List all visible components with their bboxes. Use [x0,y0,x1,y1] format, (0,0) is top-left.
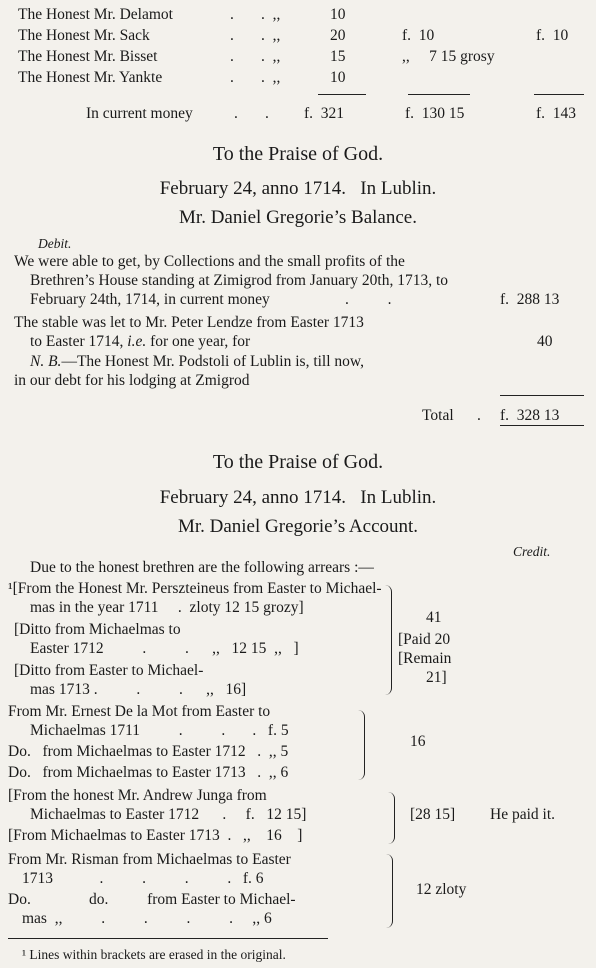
right-value-41: 41 [426,609,442,626]
sum-rule [534,94,584,95]
entry-line: mas 1713 . . . ,, 16] [30,681,247,698]
top-total-b: f. 130 15 [405,105,465,122]
right-value-21: 21] [426,669,447,686]
entry-line: Do. from Michaelmas to Easter 1712 . ,, 5 [8,743,289,760]
section-title: Mr. Daniel Gregorie’s Balance. [179,207,417,228]
amount: f. 288 13 [500,291,560,308]
entry-line: ¹[From the Honest Mr. Perszteineus from Easter to Michael- [8,580,382,597]
entry-line: mas in the year 1711 . zloty 12 15 grozy] [30,599,304,616]
text-line: We were able to get, by Collections and the small profits of the [14,253,405,270]
entry-line: From Mr. Risman from Michaelmas to Easter [8,851,291,868]
top-total-c: f. 143 [536,105,577,122]
right-value-paid-it: He paid it. [490,806,555,823]
right-value-2815: [28 15] [410,806,456,823]
section-date: February 24, anno 1714. In Lublin. [159,178,437,199]
nb-line: N. B.—The Honest Mr. Podstoli of Lublin is, till now, [30,353,364,370]
sum-rule [500,425,584,426]
total-amount: f. 328 13 [500,407,560,424]
sum-rule [500,395,584,396]
entry-line: From Mr. Ernest De la Mot from Easter to [8,703,271,720]
list-item-name: The Honest Mr. Delamot [18,6,173,23]
credit-label: Credit. [513,544,551,559]
entry-line: Easter 1712 . . ,, 12 15 ,, ] [30,640,299,657]
list-item-name: The Honest Mr. Sack [18,27,150,44]
list-item-name: The Honest Mr. Bisset [18,48,158,65]
list-item-amount: 10 [330,6,346,23]
entry-line: [Ditto from Easter to Michael- [14,662,204,679]
brace [385,585,392,695]
list-item-name: The Honest Mr. Yankte [18,69,163,86]
amount: 40 [537,333,553,350]
brace [358,710,365,780]
list-item-f2: f. 10 [536,27,569,44]
footnote: ¹ Lines within brackets are erased in the original. [22,947,286,962]
right-value-paid: [Paid 20 [398,631,451,648]
top-total-dots: . . [234,105,269,122]
entry-line: Do. from Michaelmas to Easter 1713 . ,, 6 [8,764,289,781]
entry-line: [From the honest Mr. Andrew Junga from [8,787,267,804]
list-item-f: f. 10 [402,27,435,44]
entry-line: mas ,, . . . . ,, 6 [22,910,272,927]
brace [386,854,393,928]
list-item-dots: . . ,, [230,6,281,23]
total-label: Total [422,407,454,424]
list-item-dots: . . ,, [230,69,281,86]
list-item-dots: . . ,, [230,27,281,44]
section-heading: To the Praise of God. [212,143,384,165]
entry-line: Do. do. from Easter to Michael- [8,891,296,908]
top-total-a: f. 321 [304,105,345,122]
right-value-12-zloty: 12 zloty [416,881,467,898]
top-total-label: In current money [86,105,193,122]
list-item-amount: 10 [330,69,346,86]
right-value-remain: [Remain [398,650,452,667]
section-title: Mr. Daniel Gregorie’s Account. [177,516,419,537]
section-date: February 24, anno 1714. In Lublin. [159,487,437,508]
right-value-16: 16 [410,733,426,750]
entry-line: Michaelmas 1711 . . . f. 5 [30,722,289,739]
entry-line: Michaelmas to Easter 1712 . f. 12 15] [30,806,307,823]
list-item-dots: . . ,, [230,48,281,65]
text-line: in our debt for his lodging at Zmigrod [14,372,250,389]
list-item-amount: 15 [330,48,346,65]
text-line: to Easter 1714, i.e. for one year, for [30,333,251,350]
leader-dots: . [477,407,481,424]
entry-line: 1713 . . . . f. 6 [22,870,264,887]
text-line: Brethren’s House standing at Zimigrod from January 20th, 1713, to [30,272,449,289]
entry-line: [Ditto from Michaelmas to [14,621,181,638]
sum-rule [318,94,366,95]
debit-label: Debit. [38,236,72,251]
text-line: February 24th, 1714, in current money [30,291,270,308]
list-item-amount: 20 [330,27,346,44]
entry-line: [From Michaelmas to Easter 1713 . ,, 16 ] [8,827,303,844]
brace [388,792,395,844]
intro-line: Due to the honest brethren are the following arrears :— [30,559,374,576]
footnote-rule [8,938,328,939]
text-line: The stable was let to Mr. Peter Lendze from Easter 1713 [14,314,364,331]
sum-rule [408,94,470,95]
leader-dots: . . [345,291,392,308]
list-item-f: ,, 7 15 grosy [402,48,495,65]
section-heading: To the Praise of God. [212,451,384,473]
